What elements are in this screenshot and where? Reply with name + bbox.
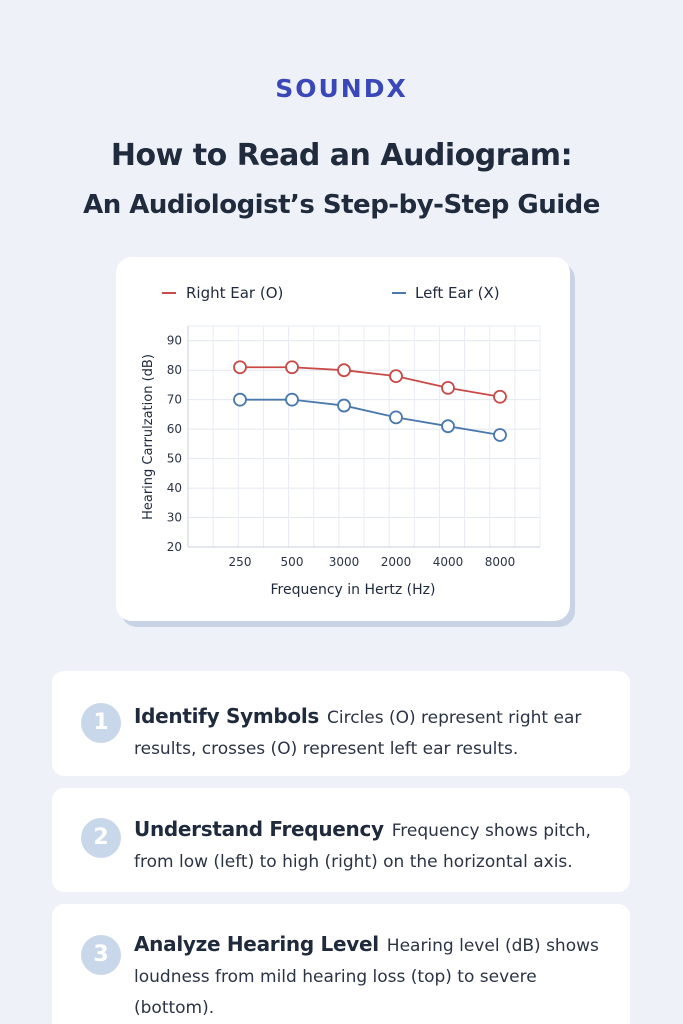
data-point	[390, 411, 402, 423]
y-tick-label: 50	[166, 451, 182, 466]
series-line	[240, 400, 500, 435]
data-point	[494, 429, 506, 441]
y-tick-label: 90	[166, 333, 182, 348]
x-tick-label: 250	[228, 555, 252, 569]
step-body: Circles (O) represent right ear results, crosses (O) represent left ear results.	[134, 708, 582, 759]
data-point	[286, 394, 298, 406]
legend-label: Left Ear (X)	[415, 284, 500, 302]
x-tick-label: 3000	[328, 555, 360, 569]
step-heading: Identify Symbols	[134, 704, 319, 728]
x-tick-label: 4000	[432, 555, 464, 569]
page-title: How to Read an Audiogram:	[110, 138, 573, 173]
step-description	[134, 701, 612, 765]
x-tick-label: 500	[280, 555, 304, 569]
data-point	[494, 391, 506, 403]
step-number-badge: 1	[81, 703, 121, 743]
y-tick-label: 80	[166, 363, 182, 378]
step-description	[134, 814, 612, 878]
step-heading: Understand Frequency	[134, 817, 384, 841]
data-point	[234, 394, 246, 406]
step-number-badge: 2	[81, 818, 121, 858]
data-point	[442, 382, 454, 394]
x-axis-label: Frequency in Hertz (Hz)	[270, 582, 436, 598]
data-point	[234, 361, 246, 373]
y-tick-label: 20	[166, 540, 182, 554]
data-point	[390, 370, 402, 382]
data-point	[338, 400, 350, 412]
y-tick-label: 30	[166, 510, 182, 525]
brand-logo: SOUNDX	[275, 74, 408, 103]
step-card-3	[52, 904, 630, 1024]
data-point	[338, 364, 350, 376]
step-body: Hearing level (dB) shows loudness from mild hearing loss (top) to severe (bottom).	[134, 936, 599, 1018]
data-point	[442, 420, 454, 432]
y-tick-label: 70	[166, 392, 182, 407]
step-body: Frequency shows pitch, from low (left) to high (right) on the horizontal axis.	[134, 821, 591, 872]
series-line	[240, 367, 500, 396]
step-number-badge: 3	[81, 935, 121, 975]
step-card-1	[52, 671, 630, 776]
audiogram-chart	[116, 257, 570, 621]
step-card-2	[52, 788, 630, 892]
legend-label: Right Ear (O)	[186, 284, 284, 302]
y-tick-label: 60	[166, 422, 182, 437]
step-heading: Analyze Hearing Level	[134, 932, 379, 956]
x-tick-label: 2000	[380, 555, 412, 569]
page-subtitle: An Audiologist’s Step-by-Step Guide	[83, 190, 600, 220]
step-description	[134, 929, 612, 1024]
y-axis-label: Hearing Carrulzation (dB)	[141, 354, 156, 520]
x-tick-label: 8000	[484, 555, 516, 569]
audiogram-chart-card	[116, 257, 570, 621]
data-point	[286, 361, 298, 373]
y-tick-label: 40	[166, 481, 182, 496]
